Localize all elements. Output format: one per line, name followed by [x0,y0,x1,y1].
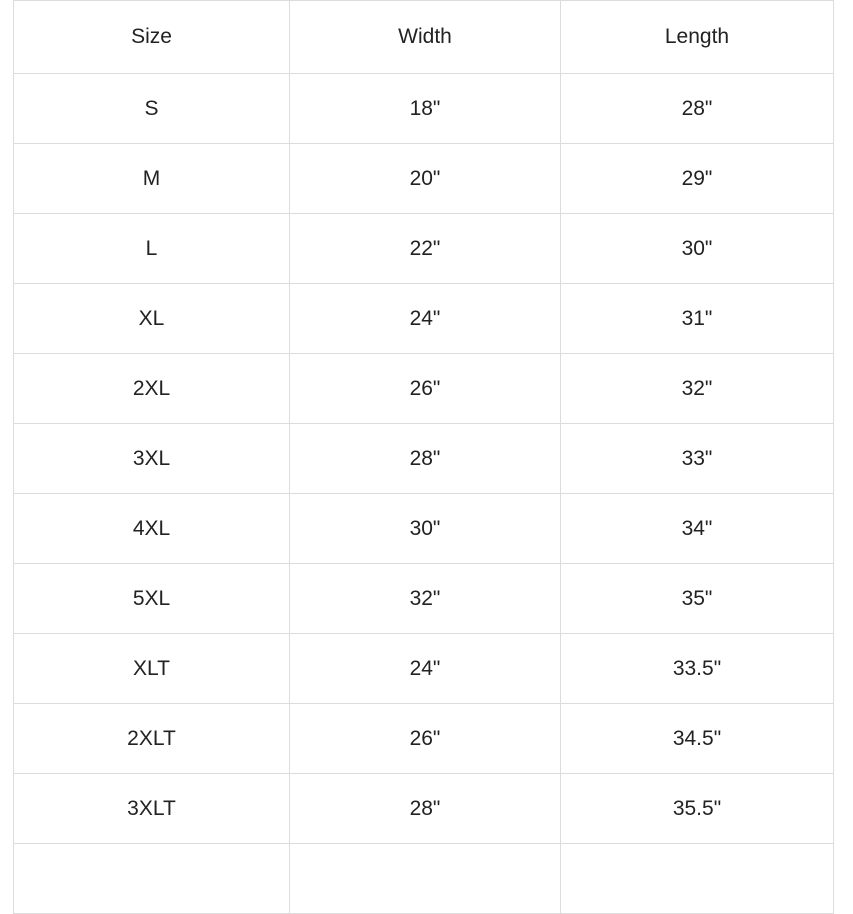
table-body [14,74,834,914]
table-header-row [14,1,834,74]
cell-length: 34" [561,494,834,564]
cell-length: 33" [561,424,834,494]
cell-width: 28" [290,424,561,494]
cell-width: 22" [290,214,561,284]
column-header-length: Length [561,1,834,74]
cell-length: 34.5" [561,704,834,774]
table-row [14,354,834,424]
cell-width: 26" [290,354,561,424]
table-row [14,704,834,774]
cell-size: M [14,144,290,214]
cell-width: 18" [290,74,561,144]
table-row [14,214,834,284]
cell-length: 35.5" [561,774,834,844]
table-row [14,634,834,704]
table-row [14,424,834,494]
cell-length: 32" [561,354,834,424]
cell-length [561,844,834,914]
table-header [14,1,834,74]
cell-size: XL [14,284,290,354]
cell-size: 5XL [14,564,290,634]
cell-width [290,844,561,914]
cell-size: 4XL [14,494,290,564]
size-chart-table [13,0,834,914]
cell-width: 30" [290,494,561,564]
cell-size: S [14,74,290,144]
cell-size [14,844,290,914]
cell-size: L [14,214,290,284]
table-row [14,494,834,564]
cell-size: 3XL [14,424,290,494]
cell-length: 31" [561,284,834,354]
cell-width: 20" [290,144,561,214]
cell-width: 24" [290,284,561,354]
table-row [14,564,834,634]
cell-size: 2XL [14,354,290,424]
cell-length: 30" [561,214,834,284]
table-row [14,74,834,144]
cell-size: 3XLT [14,774,290,844]
table-row [14,144,834,214]
cell-size: 2XLT [14,704,290,774]
cell-size: XLT [14,634,290,704]
cell-length: 35" [561,564,834,634]
cell-width: 32" [290,564,561,634]
cell-width: 24" [290,634,561,704]
table-row-partial [14,844,834,914]
table-row [14,774,834,844]
table-row [14,284,834,354]
cell-length: 29" [561,144,834,214]
column-header-width: Width [290,1,561,74]
column-header-size: Size [14,1,290,74]
cell-length: 33.5" [561,634,834,704]
cell-width: 26" [290,704,561,774]
cell-length: 28" [561,74,834,144]
cell-width: 28" [290,774,561,844]
